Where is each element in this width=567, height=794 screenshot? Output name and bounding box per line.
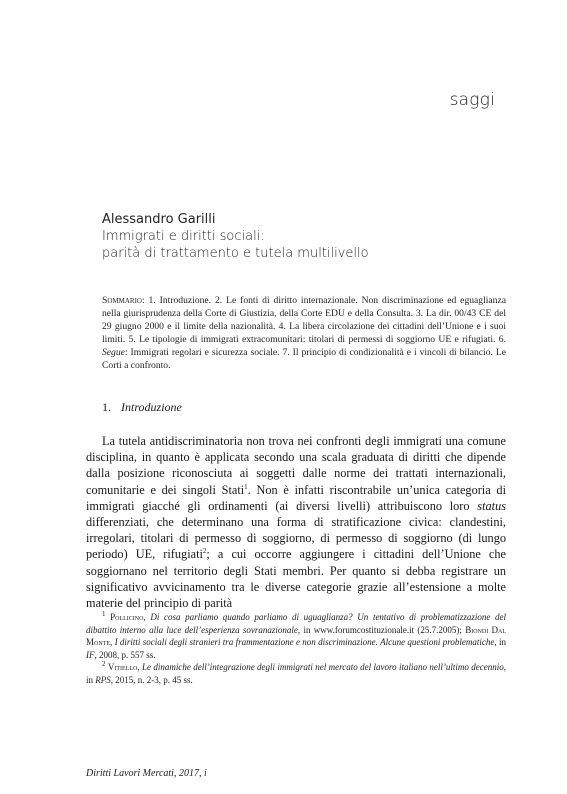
footnote-1-author-2: Biondi Dal Monte: [86, 624, 507, 648]
body-text-a: La tutela antidiscriminatoria non trova nei confronti degli immigrati una comune disciplina, in quanto è applicata secondo una scala graduata di diritti che dipende dalla posizione riconosciuta ai soggetti dalle norme dei trattati internazionali, comunitarie e dei singoli Stati: [86, 434, 506, 497]
footnote-2-number: 2: [102, 660, 106, 669]
footnote-ref-2[interactable]: 2: [202, 547, 207, 556]
body-text-b: . Non è infatti riscontrabile un’unica categoria di immigrati giacché gli ordinamenti (ai diversi livelli) attribuiscono loro: [86, 482, 506, 513]
section-label: saggi: [449, 90, 495, 110]
footnote-2-text-2: , in: [86, 662, 506, 685]
article-title-line-2: parità di trattamento e tutela multilivello: [102, 246, 369, 261]
summary-abstract: [102, 294, 506, 372]
footnote-1-number: 1: [102, 610, 106, 618]
summary-text-1: 1. Introduzione. 2. Le fonti di diritto internazionale. Non discriminazione ed eguaglianza nella giurisprudenza della Corte di Giustizia, della Corte EDU e della Consulta. 3. La dir. 00/43 CE del 29 giugno 2000 e il limite della nazionalità. 4. La libera circolazione dei cittadini dell’Unione e i suoi limiti. 5. Le tipologie di immigrati extracomunitari: titolari di permessi di soggiorno UE e rifugiati. 6.: [102, 295, 506, 345]
footnote-2-journal: RPS: [95, 674, 111, 685]
footnote-2: [86, 661, 506, 686]
footnote-1-journal: IF: [86, 649, 95, 660]
footnote-1: [86, 611, 506, 661]
footnote-1-title-2: , I diritti sociali degli stranieri tra frammentazione e non discriminazione. Alcune questioni problematiche: [110, 637, 495, 648]
footnote-2-title: , Le dinamiche dell’integrazione degli immigrati nel mercato del lavoro italiano nell’ultimo decennio: [137, 662, 504, 673]
body-text-c: differenziati, che determinano una forma di stratificazione civica: clandestini, irregolari, titolari di permesso di soggiorno, di permesso di soggiorno (di lungo periodo) UE, rifugiati: [86, 515, 506, 562]
section-title: Introduzione: [121, 400, 182, 414]
footnote-1-text-2: , in www.forumcostituzionale.it (25.7.2005);: [297, 624, 466, 635]
article-author: Alessandro Garilli: [102, 212, 216, 227]
section-heading: [102, 400, 182, 415]
summary-lead: Sommario:: [102, 295, 145, 306]
footnote-1-text-4: , in: [494, 637, 506, 648]
body-status-word: status: [477, 498, 506, 513]
footnote-ref-1[interactable]: 1: [244, 482, 248, 491]
footnote-2-author: Vitiello: [107, 662, 138, 673]
running-footer: Diritti Lavori Mercati, 2017, i: [86, 768, 207, 779]
article-title-block: [102, 211, 502, 262]
footnotes: [86, 611, 506, 687]
body-paragraph: [86, 433, 506, 611]
summary-segue: Segue: [102, 347, 125, 358]
body-text-d: ; a cui occorre aggiungere i cittadini dell’Unione che soggiornano nel territorio degli Stati membri. Per quanto si debba registrare un significativo avvicinamento tra le diverse categorie grazie all’estensione a molte materie del principio di parità: [86, 547, 506, 611]
summary-text-2: : Immigrati regolari e sicurezza sociale. 7. Il principio di condizionalità e i vincoli di bilancio. Le Corti a confronto.: [102, 347, 506, 371]
footnote-2-text-3: , 2015, n. 2-3, p. 45 ss.: [110, 674, 193, 685]
footnote-1-text-5: , 2008, p. 557 ss.: [94, 649, 156, 660]
article-title-line-1: Immigrati e diritti sociali:: [102, 229, 265, 244]
section-number: 1.: [102, 400, 111, 414]
footnote-1-title-1: , Di cosa parliamo quando parliamo di uguaglianza? Un tentativo di problematizzazione del dibattito interno alla luce dell’esperienza sovranazionale: [86, 612, 506, 635]
footnote-1-author-1: Pollicino: [110, 612, 144, 622]
